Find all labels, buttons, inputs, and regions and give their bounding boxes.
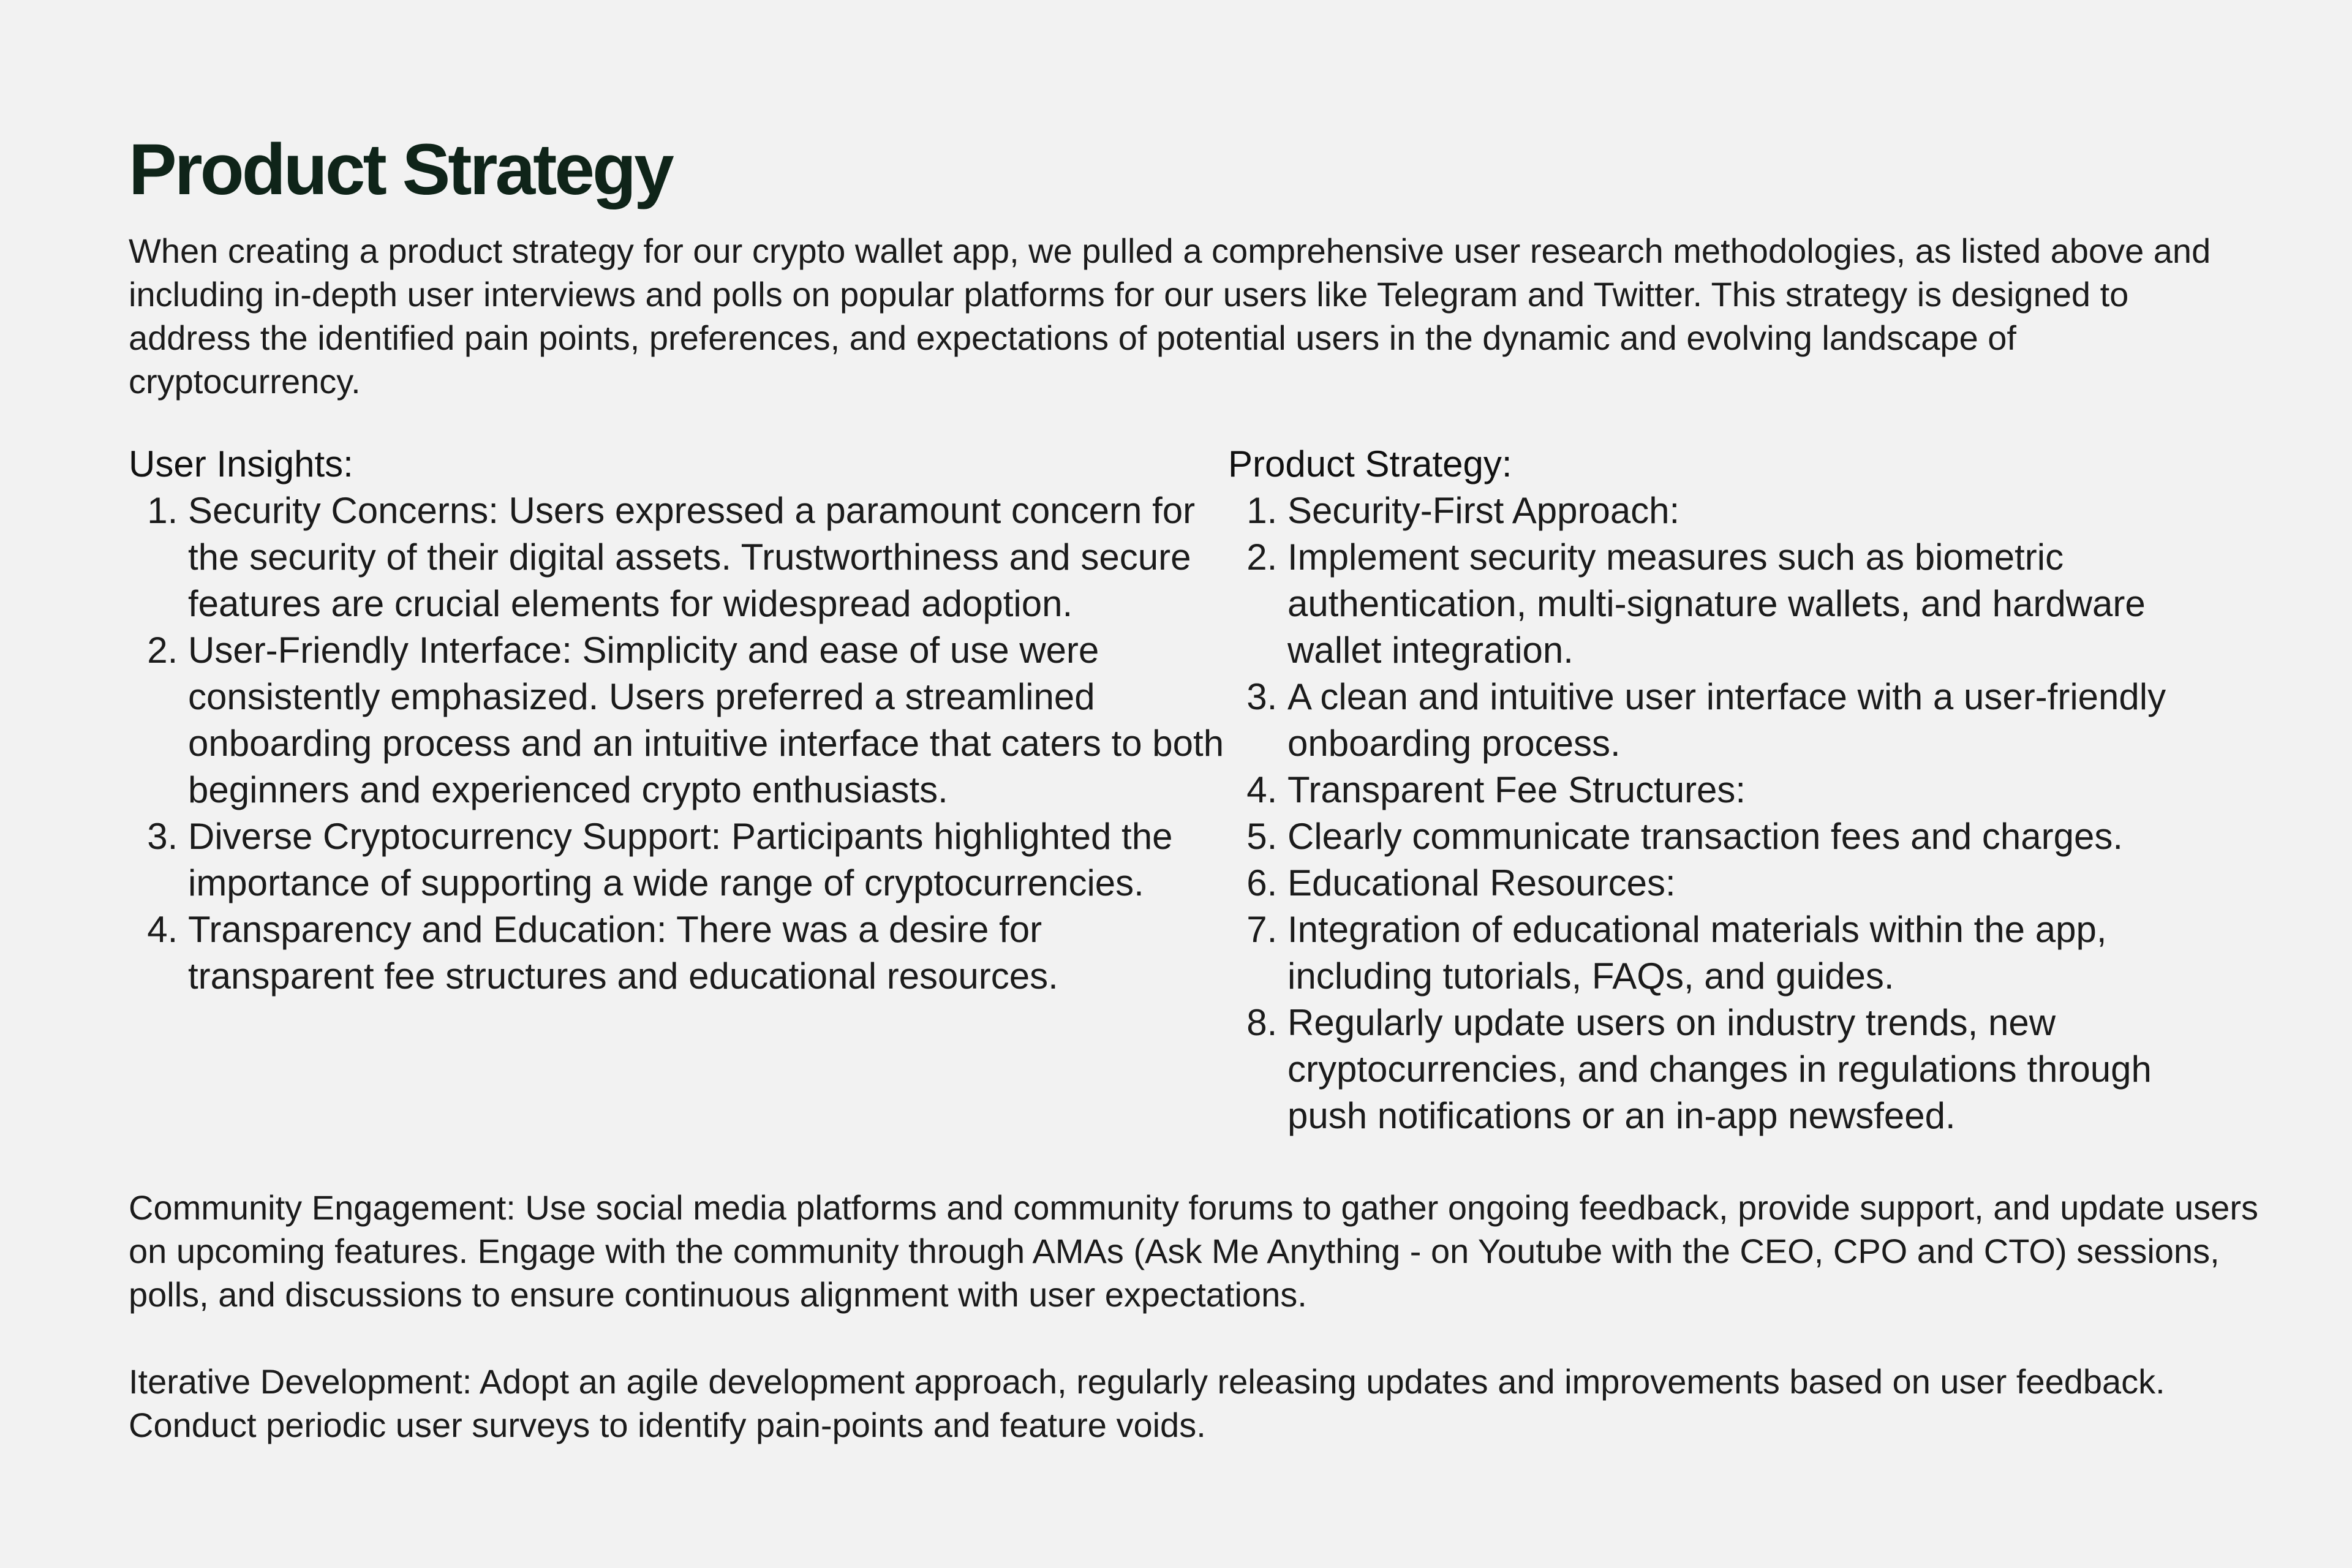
- user-insight-item: 2. User-Friendly Interface: Simplicity and ease of use were consistently emphasized. Users preferred a streamlined onboarding process and an intuitive interface that caters to both beginners and experienced crypto enthusiasts.: [188, 627, 1228, 813]
- user-insights-heading: User Insights:: [129, 443, 353, 484]
- strategy-item: 8. Regularly update users on industry trends, new cryptocurrencies, and changes in regulations through push notifications or an in-app newsfeed.: [1287, 1000, 2233, 1139]
- strategy-item: 4. Transparent Fee Structures:: [1287, 767, 2233, 813]
- product-strategy-section: [1228, 441, 2233, 1139]
- user-insights-list: [129, 488, 1228, 1000]
- intro-paragraph: When creating a product strategy for our crypto wallet app, we pulled a comprehensive user research methodologies, as listed above and including in-depth user interviews and polls on popular platforms for our users like Telegram and Twitter. This strategy is designed to address the identified pain points, preferences, and expectations of potential users in the dynamic and evolving landscape of cryptocurrency.: [129, 231, 2211, 401]
- iterative-development-paragraph: Iterative Development: Adopt an agile development approach, regularly releasing updates and improvements based on user feedback. Conduct periodic user surveys to identify pain-points and feature voids.: [129, 1362, 2165, 1444]
- community-engagement-paragraph: Community Engagement: Use social media platforms and community forums to gather ongoing feedback, provide support, and update users on upcoming features. Engage with the community through AMAs (Ask Me Anything - on Youtube with the CEO, CPO and CTO) sessions, polls, and discussions to ensure continuous alignment with user expectations.: [129, 1188, 2258, 1314]
- product-strategy-heading: Product Strategy:: [1228, 443, 1512, 484]
- strategy-item: 1. Security-First Approach:: [1287, 488, 2233, 534]
- user-insights-section: [129, 441, 1228, 1139]
- strategy-item: 2. Implement security measures such as biometric authentication, multi-signature wallets, and hardware wallet integration.: [1287, 534, 2233, 674]
- user-insight-item: 3. Diverse Cryptocurrency Support: Participants highlighted the importance of supporting a wide range of cryptocurrencies.: [188, 813, 1228, 907]
- user-insight-item: 4. Transparency and Education: There was a desire for transparent fee structures and educational resources.: [188, 907, 1228, 1000]
- page-title: Product Strategy: [129, 129, 672, 210]
- user-insight-item: 1. Security Concerns: Users expressed a paramount concern for the security of their digital assets. Trustworthiness and secure features are crucial elements for widespread adoption.: [188, 488, 1228, 627]
- two-column-section: [129, 441, 2230, 1139]
- strategy-item: 3. A clean and intuitive user interface with a user-friendly onboarding process.: [1287, 674, 2233, 767]
- strategy-item: 6. Educational Resources:: [1287, 860, 2233, 907]
- product-strategy-list: [1228, 488, 2233, 1139]
- strategy-item: 5. Clearly communicate transaction fees and charges.: [1287, 813, 2233, 860]
- strategy-item: 7. Integration of educational materials within the app, including tutorials, FAQs, and guides.: [1287, 907, 2233, 1000]
